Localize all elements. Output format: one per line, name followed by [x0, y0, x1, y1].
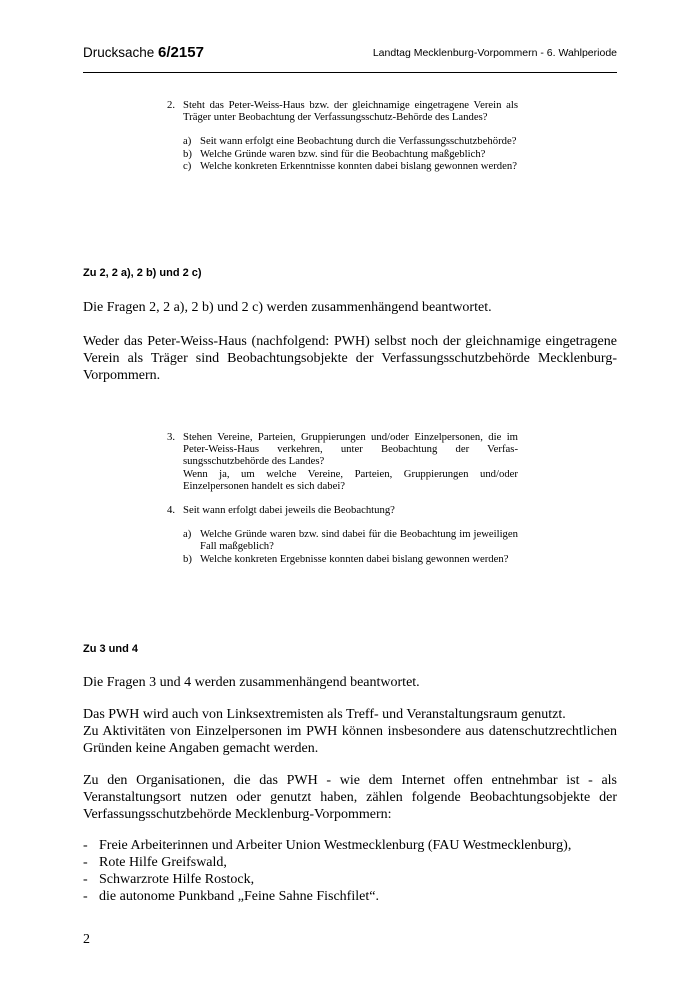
list-item	[83, 837, 617, 854]
question-text: Steht das Peter-Weiss-Haus bzw. der gleichnamige eingetragene Verein als Träger unter Beobachtung der Verfassungsschutz-Behörde des Landes?	[183, 99, 518, 124]
question-4	[167, 504, 518, 516]
sub-text: Welche konkreten Erkenntnisse konnten dabei bislang gewonnen werden?	[200, 159, 517, 172]
answer-2-paragraph-1: Die Fragen 2, 2 a), 2 b) und 2 c) werden zusammenhängend beantwortet.	[83, 300, 492, 315]
sub-text: Welche Gründe waren bzw. sind für die Beobachtung maßgeblich?	[200, 147, 486, 160]
question-3-4-block	[167, 431, 518, 565]
question-2b	[167, 148, 518, 160]
question-3-followup	[167, 468, 518, 492]
question-number: 4.	[167, 504, 176, 517]
list-dash: -	[83, 872, 88, 887]
doc-label: Drucksache	[83, 45, 155, 60]
sub-label: c)	[183, 159, 192, 172]
sub-label: a)	[183, 135, 192, 148]
answer-3-4-paragraph-3: Zu den Organisationen, die das PWH - wie dem Internet offen entnehmbar ist - als Veranstaltungsort nutzen oder genutzt haben, zählen folgende Beobachtungsobjekte der Verfassungsschutzbehörde Mecklenburg-Vorpommern:	[83, 773, 617, 822]
list-item-text: Rote Hilfe Greifswald,	[99, 855, 227, 870]
sub-label: a)	[183, 528, 192, 541]
answer-3-4-heading: Zu 3 und 4	[83, 643, 138, 655]
list-item	[83, 854, 617, 871]
page-header	[83, 42, 617, 73]
list-dash: -	[83, 838, 88, 853]
question-number: 2.	[167, 99, 176, 111]
observation-objects-list	[83, 837, 617, 905]
list-item	[83, 871, 617, 888]
list-item-text: die autonome Punkband „Feine Sahne Fischfilet“.	[99, 889, 379, 904]
list-item	[83, 888, 617, 905]
answer-3-4-paragraph-1: Die Fragen 3 und 4 werden zusammenhängend beantwortet.	[83, 675, 420, 690]
sub-label: b)	[183, 147, 192, 160]
list-item-text: Schwarzrote Hilfe Rostock,	[99, 872, 255, 887]
question-3	[167, 431, 518, 468]
question-text: Stehen Vereine, Parteien, Gruppierungen und/oder Einzelpersonen, die im Peter-Weiss-Haus verkehren, unter Beobachtung der Verfassungsschutzbehörde des Landes?	[183, 431, 518, 468]
question-text: Seit wann erfolgt dabei jeweils die Beobachtung?	[183, 504, 395, 517]
answer-2-paragraph-2: Weder das Peter-Weiss-Haus (nachfolgend: PWH) selbst noch der gleichnamige eingetragene Verein als Träger sind Beobachtungsobjekte der Verfassungsschutzbehörde Mecklenburg-Vorpommern.	[83, 334, 617, 383]
question-2c	[167, 160, 518, 172]
question-number: 3.	[167, 431, 176, 443]
sub-text: Seit wann erfolgt eine Beobachtung durch die Verfassungsschutzbehörde?	[200, 135, 517, 148]
parliament-title: Landtag Mecklenburg-Vorpommern - 6. Wahlperiode	[372, 47, 617, 59]
paragraph-line: Zu Aktivitäten von Einzelpersonen im PWH können insbesondere aus datenschutzrechtlichen Gründen keine Angaben gemacht werden.	[83, 724, 617, 756]
sub-text: Welche Gründe waren bzw. sind dabei für die Beobachtung im jeweiligen Fall maßgeblich?	[200, 528, 518, 553]
page-number: 2	[83, 932, 90, 947]
sub-text: Welche konkreten Ergebnisse konnten dabei bislang gewonnen werden?	[200, 552, 509, 565]
question-2a	[167, 135, 518, 147]
answer-2-heading: Zu 2, 2 a), 2 b) und 2 c)	[83, 267, 202, 279]
sub-label: b)	[183, 552, 192, 565]
list-dash: -	[83, 855, 88, 870]
answer-3-4-paragraph-2	[83, 706, 617, 757]
question-4a	[167, 528, 518, 552]
list-item-text: Freie Arbeiterinnen und Arbeiter Union Westmecklenburg (FAU Westmecklenburg),	[99, 838, 572, 853]
list-dash: -	[83, 889, 88, 904]
paragraph-line: Das PWH wird auch von Linksextremisten als Treff- und Veranstaltungsraum genutzt.	[83, 707, 566, 722]
document-number	[83, 44, 204, 61]
question-2	[167, 99, 518, 123]
question-text: Wenn ja, um welche Vereine, Parteien, Gruppierungen und/oder Einzelpersonen handelt es sich dabei?	[183, 467, 518, 492]
doc-number: 6/2157	[158, 44, 204, 61]
question-4b	[167, 553, 518, 565]
question-2-block	[167, 99, 518, 172]
